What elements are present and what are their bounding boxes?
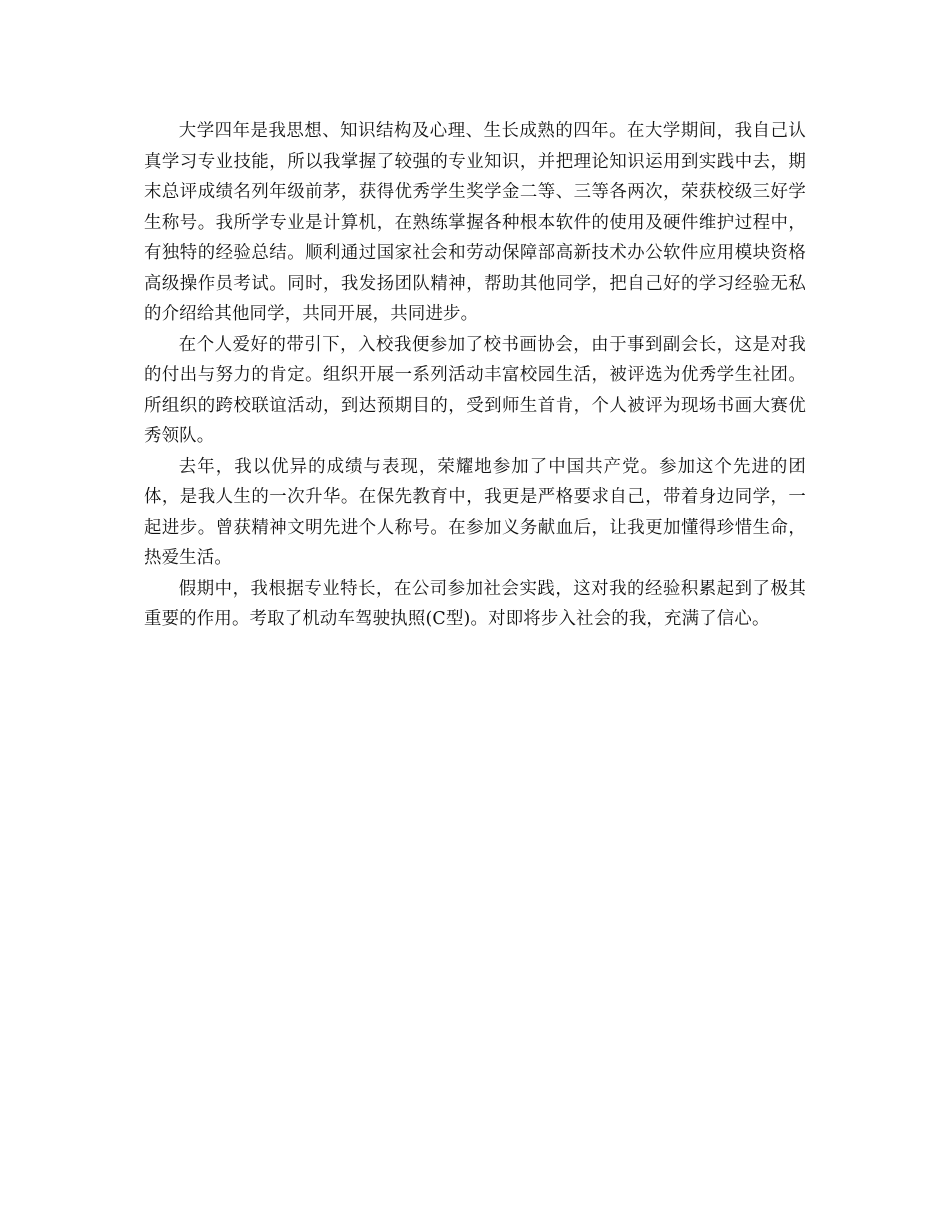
document-body bbox=[144, 116, 806, 635]
paragraph-1: 大学四年是我思想、知识结构及心理、生长成熟的四年。在大学期间，我自己认真学习专业技能，所以我掌握了较强的专业知识，并把理论知识运用到实践中去，期末总评成绩名列年级前茅，获得优秀学生奖学金二等、三等各两次，荣获校级三好学生称号。我所学专业是计算机，在熟练掌握各种根本软件的使用及硬件维护过程中，有独特的经验总结。顺利通过国家社会和劳动保障部高新技术办公软件应用模块资格高级操作员考试。同时，我发扬团队精神，帮助其他同学，把自己好的学习经验无私的介绍给其他同学，共同开展，共同进步。 bbox=[144, 121, 806, 324]
paragraph-3: 去年，我以优异的成绩与表现，荣耀地参加了中国共产党。参加这个先进的团体，是我人生的一次升华。在保先教育中，我更是严格要求自己，带着身边同学，一起进步。曾获精神文明先进个人称号。在参加义务献血后，让我更加懂得珍惜生命，热爱生活。 bbox=[144, 456, 806, 568]
paragraph-2: 在个人爱好的带引下，入校我便参加了校书画协会，由于事到副会长，这是对我的付出与努力的肯定。组织开展一系列活动丰富校园生活，被评选为优秀学生社团。所组织的跨校联谊活动，到达预期目的，受到师生首肯，个人被评为现场书画大赛优秀领队。 bbox=[144, 334, 806, 446]
paragraph-4: 假期中，我根据专业特长，在公司参加社会实践，这对我的经验积累起到了极其重要的作用。考取了机动车驾驶执照(C型)。对即将步入社会的我，充满了信心。 bbox=[144, 578, 806, 629]
